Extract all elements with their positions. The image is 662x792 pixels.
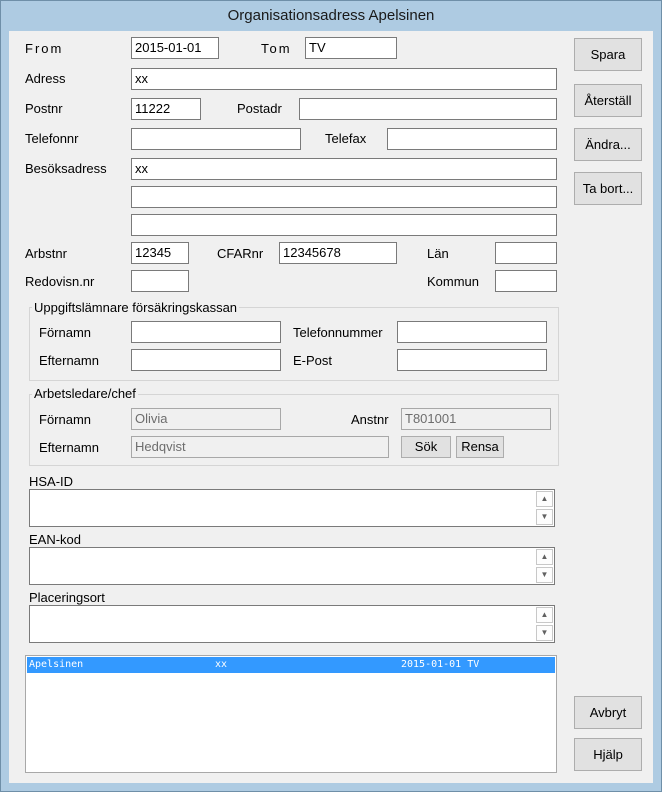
list-item[interactable] [27,657,555,673]
scroll-down-icon[interactable]: ▼ [536,625,553,641]
besoksadress-field-3[interactable] [131,214,557,236]
spara-button[interactable]: Spara [574,38,642,71]
uppgift-telefonnummer-field[interactable] [397,321,547,343]
postnr-label: Postnr [25,101,63,116]
anstnr-field: T801001 [401,408,551,430]
arbetsledare-fornamn-label: Förnamn [39,412,92,427]
besoksadress-field-1[interactable]: xx [131,158,557,180]
sok-button[interactable]: Sök [401,436,451,458]
uppgift-epost-field[interactable] [397,349,547,371]
uppgift-telefonnummer-label: Telefonnummer [293,325,383,340]
telefonnr-label: Telefonnr [25,131,79,146]
uppgift-efternamn-label: Efternamn [39,353,99,368]
dialog-client [9,31,653,783]
from-field[interactable]: 2015-01-01 [131,37,219,59]
list-item-name: Apelsinen [29,659,84,670]
lan-field[interactable] [495,242,557,264]
aterstall-button[interactable]: Återställ [574,84,642,117]
redovisnnr-field[interactable] [131,270,189,292]
avbryt-button[interactable]: Avbryt [574,696,642,729]
besoksadress-field-2[interactable] [131,186,557,208]
uppgift-fornamn-label: Förnamn [39,325,92,340]
ean-kod-field[interactable] [29,547,555,585]
redovisnnr-label: Redovisn.nr [25,274,95,289]
lan-label: Län [427,246,449,261]
besoksadress-label: Besöksadress [25,161,107,176]
list-item-period: 2015-01-01 TV [401,659,480,670]
hsa-id-scrollbar[interactable] [536,491,553,525]
adress-field[interactable]: xx [131,68,557,90]
list-item-adress: xx [215,659,228,670]
telefax-field[interactable] [387,128,557,150]
scroll-up-icon[interactable]: ▲ [536,491,553,507]
andra-button[interactable]: Ändra... [574,128,642,161]
ean-kod-scrollbar[interactable] [536,549,553,583]
anstnr-label: Anstnr [351,412,389,427]
adress-label: Adress [25,71,66,86]
ta-bort-button[interactable]: Ta bort... [574,172,642,205]
tom-field[interactable]: TV [305,37,397,59]
scroll-down-icon[interactable]: ▼ [536,509,553,525]
cfarnr-field[interactable]: 12345678 [279,242,397,264]
scroll-up-icon[interactable]: ▲ [536,549,553,565]
arbetsledare-title: Arbetsledare/chef [34,386,136,401]
telefax-label: Telefax [325,131,367,146]
arbetsledare-efternamn-field: Hedqvist [131,436,389,458]
postadr-field[interactable] [299,98,557,120]
uppgiftslamnare-title: Uppgiftslämnare försäkringskassan [34,300,238,315]
window-title: Organisationsadress Apelsinen [227,7,435,24]
scroll-down-icon[interactable]: ▼ [536,567,553,583]
arbstnr-field[interactable]: 12345 [131,242,189,264]
hjalp-button[interactable]: Hjälp [574,738,642,771]
placeringsort-label: Placeringsort [29,590,105,605]
from-label: From [25,41,64,56]
tom-label: Tom [261,41,292,56]
hsa-id-field[interactable] [29,489,555,527]
ean-kod-label: EAN-kod [29,532,82,547]
placeringsort-field[interactable] [29,605,555,643]
postadr-label: Postadr [237,101,282,116]
cfarnr-label: CFARnr [217,246,264,261]
uppgift-fornamn-field[interactable] [131,321,281,343]
postnr-field[interactable]: 11222 [131,98,201,120]
uppgift-efternamn-field[interactable] [131,349,281,371]
address-list[interactable] [25,655,557,773]
kommun-field[interactable] [495,270,557,292]
rensa-button[interactable]: Rensa [456,436,504,458]
hsa-id-label: HSA-ID [29,474,74,489]
uppgift-epost-label: E-Post [293,353,333,368]
arbstnr-label: Arbstnr [25,246,67,261]
placeringsort-scrollbar[interactable] [536,607,553,641]
scroll-up-icon[interactable]: ▲ [536,607,553,623]
arbetsledare-efternamn-label: Efternamn [39,440,99,455]
arbetsledare-fornamn-field: Olivia [131,408,281,430]
kommun-label: Kommun [427,274,480,289]
telefonnr-field[interactable] [131,128,301,150]
